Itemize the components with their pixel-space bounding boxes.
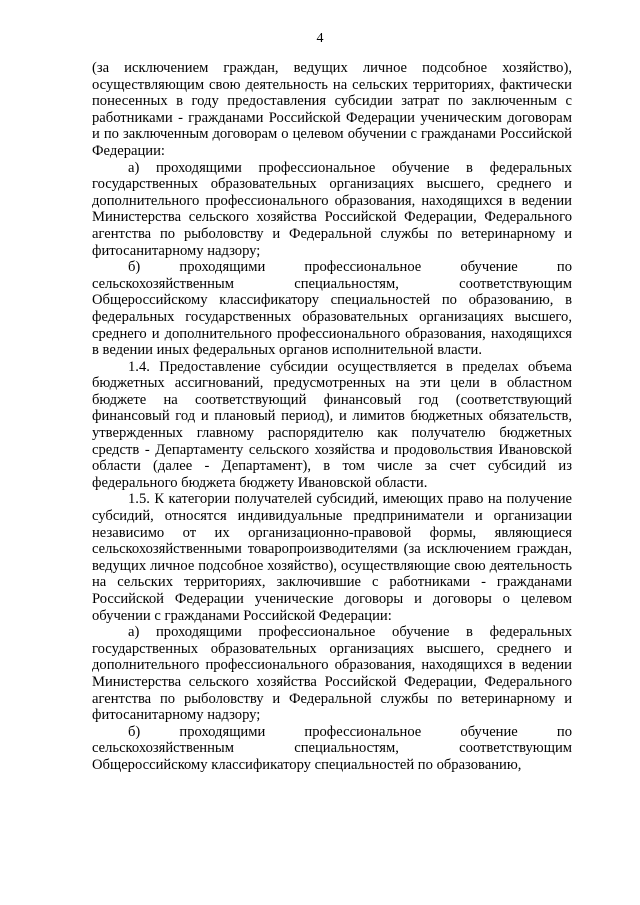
paragraph-item-a-second: а) проходящими профессиональное обучение в федеральных государственных образовательных организациях высшего, среднего и дополнительного профессионального образования, находящихся в ведении Министерства сельского хозяйства Российской Федерации, Федерального агентства по рыболовству и Федеральной службы по ветеринарному и фитосанитарному надзору; [92, 624, 572, 724]
paragraph-item-a: а) проходящими профессиональное обучение в федеральных государственных образовательных организациях высшего, среднего и дополнительного профессионального образования, находящихся в ведении Министерства сельского хозяйства Российской Федерации, Федерального агентства по рыболовству и Федеральной службы по ветеринарному и фитосанитарному надзору; [92, 159, 572, 259]
paragraph-continuation: (за исключением граждан, ведущих личное подсобное хозяйство), осуществляющим свою деятельность на сельских территориях, фактически понесенных в году предоставления субсидии затрат по заключенным с работниками - гражданами Российской Федерации ученическим договорам и по заключенным договорам о целевом обучении с гражданами Российской Федерации: [92, 60, 572, 159]
paragraph-item-b: б) проходящими профессиональное обучение по сельскохозяйственным специальностям, соответствующим Общероссийскому классификатору специальностей по образованию, в федеральных государственных образовательных организациях высшего, среднего и дополнительного профессионального образования, находящихся в ведении иных федеральных органов исполнительной власти. [92, 259, 572, 359]
paragraph-item-b-second: б) проходящими профессиональное обучение по сельскохозяйственным специальностям, соответствующим Общероссийскому классификатору специальностей по образованию, [92, 723, 572, 773]
page-number: 4 [316, 31, 324, 46]
document-body [92, 60, 572, 774]
paragraph-1-5: 1.5. К категории получателей субсидий, имеющих право на получение субсидий, относятся индивидуальные предприниматели и организации независимо от их организационно-правовой формы, являющиеся сельскохозяйственными товаропроизводителями (за исключением граждан, ведущих личное подсобное хозяйство), осуществляющие свою деятельность на сельских территориях, заключившие с работниками - гражданами Российской Федерации ученические договоры и договоры о целевом обучении с гражданами Российской Федерации: [92, 491, 572, 624]
paragraph-1-4: 1.4. Предоставление субсидии осуществляется в пределах объема бюджетных ассигнований, предусмотренных на эти цели в областном бюджете на соответствующий финансовый год (соответствующий финансовый год и плановый период), и лимитов бюджетных обязательств, утвержденных главному распорядителю как получателю бюджетных средств - Департаменту сельского хозяйства и продовольствия Ивановской области (далее - Департамент), в том числе за счет субсидий из федерального бюджета бюджету Ивановской области. [92, 358, 572, 491]
